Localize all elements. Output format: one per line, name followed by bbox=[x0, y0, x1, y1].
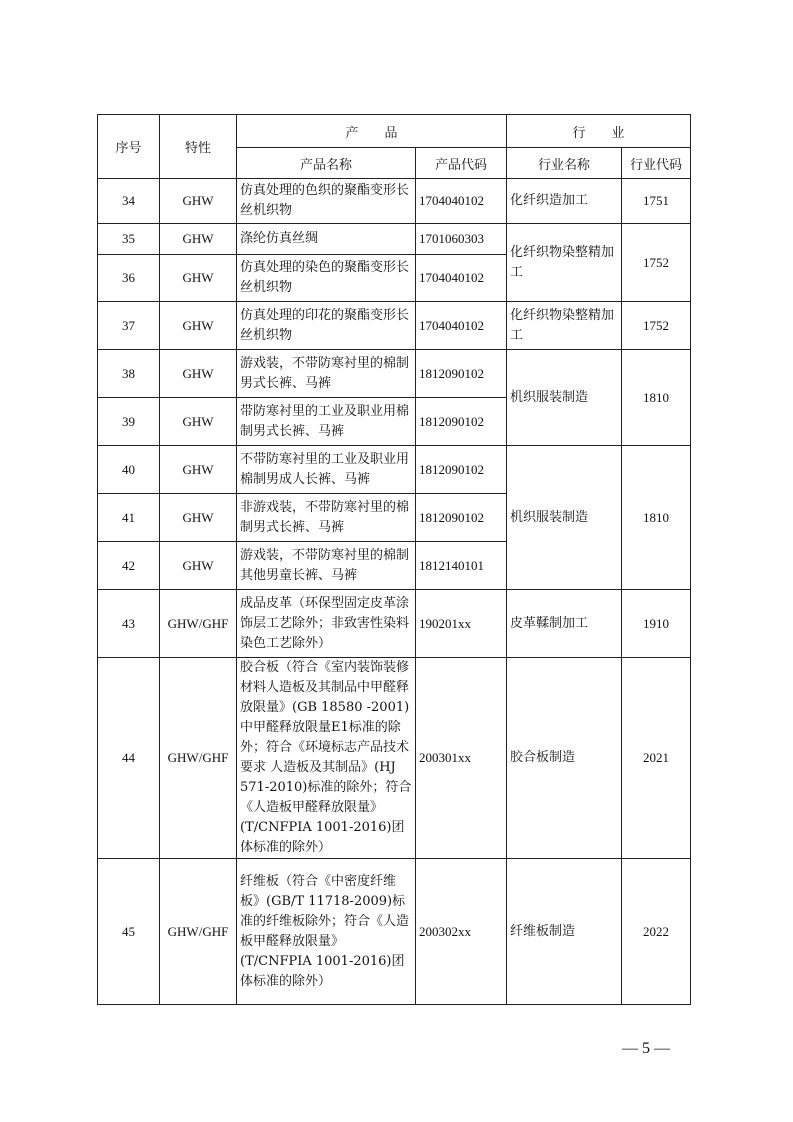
header-industry: 行 业 bbox=[507, 115, 691, 148]
table-row bbox=[98, 224, 691, 255]
row-seq: 43 bbox=[98, 590, 160, 658]
product-industry-table bbox=[97, 114, 691, 1005]
row-product-name: 成品皮革（环保型固定皮革涂饰层工艺除外；非致害性染料染色工艺除外） bbox=[237, 590, 416, 658]
row-seq: 42 bbox=[98, 542, 160, 590]
row-seq: 37 bbox=[98, 302, 160, 350]
row-seq: 35 bbox=[98, 224, 160, 255]
page-number: — 5 — bbox=[622, 1040, 670, 1057]
header-product-name: 产品名称 bbox=[237, 148, 416, 179]
row-product-code: 1812090102 bbox=[416, 350, 507, 398]
row-product-code: 1812090102 bbox=[416, 446, 507, 494]
row-industry-code: 1910 bbox=[622, 590, 691, 658]
row-feature: GHW/GHF bbox=[160, 590, 237, 658]
row-product-code: 200302xx bbox=[416, 859, 507, 1005]
row-product-code: 200301xx bbox=[416, 658, 507, 859]
row-feature: GHW bbox=[160, 398, 237, 446]
row-seq: 36 bbox=[98, 255, 160, 302]
header-product-code: 产品代码 bbox=[416, 148, 507, 179]
table-row bbox=[98, 859, 691, 1005]
row-product-code: 1704040102 bbox=[416, 179, 507, 224]
header-seq: 序号 bbox=[98, 115, 160, 179]
row-product-code: 1812090102 bbox=[416, 398, 507, 446]
table-row bbox=[98, 446, 691, 494]
row-product-name: 游戏装，不带防寒衬里的棉制其他男童长裤、马裤 bbox=[237, 542, 416, 590]
row-industry-name: 胶合板制造 bbox=[507, 658, 622, 859]
row-product-name: 仿真处理的色织的聚酯变形长丝机织物 bbox=[237, 179, 416, 224]
row-industry-code: 1752 bbox=[622, 224, 691, 302]
header-feature: 特性 bbox=[160, 115, 237, 179]
table-row bbox=[98, 179, 691, 224]
table-row bbox=[98, 590, 691, 658]
row-seq: 44 bbox=[98, 658, 160, 859]
row-product-name: 涤纶仿真丝绸 bbox=[237, 224, 416, 255]
header-product: 产 品 bbox=[237, 115, 507, 148]
row-feature: GHW bbox=[160, 350, 237, 398]
row-product-name: 胶合板（符合《室内装饰装修材料人造板及其制品中甲醛释放限量》(GB 18580 -2001)中甲醛释放限量E1标准的除外；符合《环境标志产品技术要求 人造板及其制品》(HJ 571-2010)标准的除外；符合《人造板甲醛释放限量》(T/CNFPIA 1001-2016)团体标准的除外） bbox=[237, 658, 416, 859]
row-seq: 34 bbox=[98, 179, 160, 224]
row-industry-code: 1810 bbox=[622, 446, 691, 590]
row-industry-name: 化纤织物染整精加工 bbox=[507, 224, 622, 302]
row-seq: 41 bbox=[98, 494, 160, 542]
row-product-name: 仿真处理的染色的聚酯变形长丝机织物 bbox=[237, 255, 416, 302]
row-feature: GHW/GHF bbox=[160, 658, 237, 859]
row-industry-name: 皮革鞣制加工 bbox=[507, 590, 622, 658]
row-feature: GHW bbox=[160, 179, 237, 224]
row-seq: 38 bbox=[98, 350, 160, 398]
row-industry-name: 机织服装制造 bbox=[507, 350, 622, 446]
row-feature: GHW bbox=[160, 302, 237, 350]
row-industry-name: 化纤织物染整精加工 bbox=[507, 302, 622, 350]
row-product-name: 仿真处理的印花的聚酯变形长丝机织物 bbox=[237, 302, 416, 350]
row-product-code: 1812090102 bbox=[416, 494, 507, 542]
row-industry-name: 机织服装制造 bbox=[507, 446, 622, 590]
row-product-name: 纤维板（符合《中密度纤维板》(GB/T 11718-2009)标准的纤维板除外；符合《人造板甲醛释放限量》(T/CNFPIA 1001-2016)团体标准的除外） bbox=[237, 859, 416, 1005]
row-industry-code: 2022 bbox=[622, 859, 691, 1005]
row-product-name: 带防寒衬里的工业及职业用棉制男式长裤、马裤 bbox=[237, 398, 416, 446]
row-feature: GHW bbox=[160, 255, 237, 302]
header-industry-code: 行业代码 bbox=[622, 148, 691, 179]
row-industry-name: 化纤织造加工 bbox=[507, 179, 622, 224]
row-industry-code: 1810 bbox=[622, 350, 691, 446]
header-industry-name: 行业名称 bbox=[507, 148, 622, 179]
row-product-code: 1704040102 bbox=[416, 255, 507, 302]
row-product-name: 非游戏装，不带防寒衬里的棉制男式长裤、马裤 bbox=[237, 494, 416, 542]
row-product-code: 1701060303 bbox=[416, 224, 507, 255]
table-row bbox=[98, 350, 691, 398]
row-industry-code: 1751 bbox=[622, 179, 691, 224]
table-row bbox=[98, 658, 691, 859]
row-product-code: 190201xx bbox=[416, 590, 507, 658]
row-product-name: 不带防寒衬里的工业及职业用棉制男成人长裤、马裤 bbox=[237, 446, 416, 494]
row-industry-code: 1752 bbox=[622, 302, 691, 350]
row-feature: GHW bbox=[160, 224, 237, 255]
row-feature: GHW bbox=[160, 542, 237, 590]
row-seq: 45 bbox=[98, 859, 160, 1005]
row-seq: 40 bbox=[98, 446, 160, 494]
row-seq: 39 bbox=[98, 398, 160, 446]
row-product-name: 游戏装，不带防寒衬里的棉制男式长裤、马裤 bbox=[237, 350, 416, 398]
row-product-code: 1812140101 bbox=[416, 542, 507, 590]
row-feature: GHW/GHF bbox=[160, 859, 237, 1005]
row-product-code: 1704040102 bbox=[416, 302, 507, 350]
row-feature: GHW bbox=[160, 494, 237, 542]
table-row bbox=[98, 302, 691, 350]
row-feature: GHW bbox=[160, 446, 237, 494]
row-industry-name: 纤维板制造 bbox=[507, 859, 622, 1005]
row-industry-code: 2021 bbox=[622, 658, 691, 859]
